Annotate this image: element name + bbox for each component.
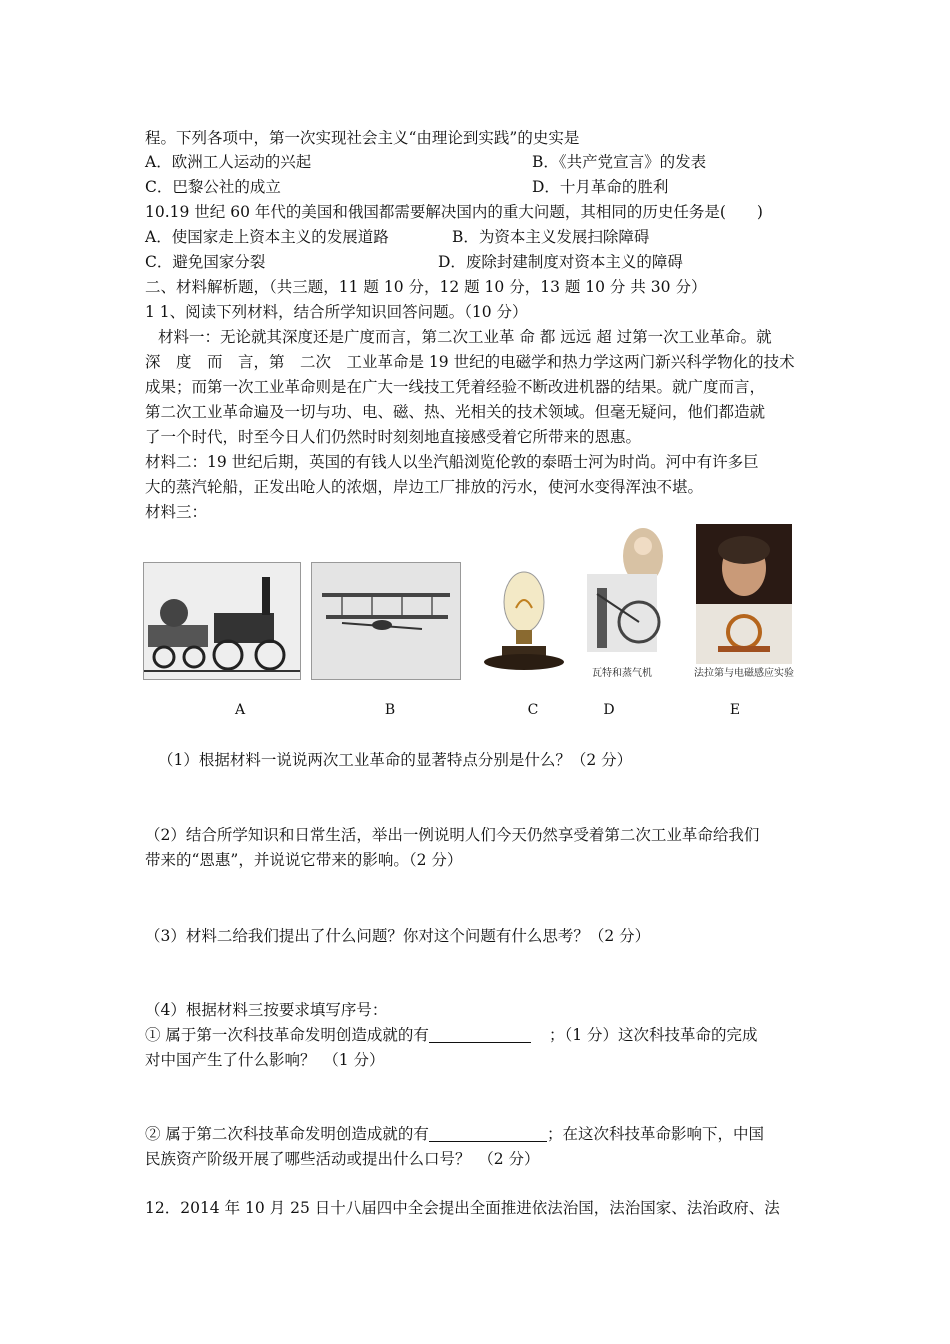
q11-part-3: （3）材料二给我们提出了什么问题？你对这个问题有什么思考？（2 分） xyxy=(145,927,651,945)
figure-a-locomotive xyxy=(143,562,301,680)
q9-option-d: D．十月革命的胜利 xyxy=(532,178,669,196)
material-1-line-4: 第二次工业革命遍及一切与功、电、磁、热、光相关的技术领域。但毫无疑问，他们都造就 xyxy=(145,403,766,421)
q11-4a-answer-blank[interactable] xyxy=(429,1026,531,1043)
q10-stem: 10.19 世纪 60 年代的美国和俄国都需要解决国内的重大问题，其相同的历史任务是( ) xyxy=(145,203,763,221)
q11-part-1: （1）根据材料一说说两次工业革命的显著特点分别是什么？（2 分） xyxy=(158,751,633,769)
figure-e-faraday-experiment xyxy=(696,524,792,664)
q9-option-b: B．《共产党宣言》的发表 xyxy=(532,153,707,171)
figure-e-caption: 法拉第与电磁感应实验 xyxy=(694,668,794,679)
material-1-line-2: 深 度 而 言，第 二次 工业革命是 19 世纪的电磁学和热力学这两门新兴科学物化的技术 xyxy=(145,353,795,371)
q11-part-4-item-1 xyxy=(145,1025,757,1045)
q11-part-4-item-2-line-2: 民族资产阶级开展了哪些活动或提出什么口号？ （2 分） xyxy=(145,1150,540,1168)
material-3-label: 材料三： xyxy=(145,503,208,521)
q11-part-2-line-2: 带来的“恩惠”，并说说它带来的影响。（2 分） xyxy=(145,851,463,869)
q11-4b-suffix: ；在这次科技革命影响下，中国 xyxy=(546,1125,764,1143)
q11-4a-prefix: ① 属于第一次科技革命发明创造成就的有 xyxy=(145,1026,429,1044)
q9-stem-tail: 程。下列各项中，第一次实现社会主义“由理论到实践”的史实是 xyxy=(145,129,580,147)
q10-option-a: A．使国家走上资本主义的发展道路 xyxy=(145,228,389,246)
figure-label-a: A xyxy=(234,702,246,718)
q9-option-c: C．巴黎公社的成立 xyxy=(145,178,281,196)
material-1-line-1: 材料一：无论就其深度还是广度而言，第二次工业革 命 都 远远 超 过第一次工业革命。就 xyxy=(158,328,772,346)
figure-d-watt-steam-engine xyxy=(583,524,671,652)
figure-label-b: B xyxy=(384,702,396,718)
q11-heading: 1 1、阅读下列材料，结合所学知识回答问题。（10 分） xyxy=(145,303,528,321)
section-2-heading: 二、材料解析题，（共三题，11 题 10 分，12 题 10 分，13 题 10 分 共 30 分） xyxy=(145,278,707,296)
q10-option-c: C．避免国家分裂 xyxy=(145,253,266,271)
q10-option-b: B．为资本主义发展扫除障碍 xyxy=(452,228,650,246)
figure-label-c: C xyxy=(527,702,539,718)
q11-part-2-line-1: （2）结合所学知识和日常生活，举出一例说明人们今天仍然享受着第二次工业革命给我们 xyxy=(145,826,760,844)
q11-part-4-item-2 xyxy=(145,1124,764,1144)
q10-option-d: D．废除封建制度对资本主义的障碍 xyxy=(438,253,683,271)
figure-d-caption: 瓦特和蒸气机 xyxy=(592,668,652,679)
q11-4b-prefix: ② 属于第二次科技革命发明创造成就的有 xyxy=(145,1125,429,1143)
q11-part-4: （4）根据材料三按要求填写序号： xyxy=(145,1001,388,1019)
figure-b-airplane xyxy=(311,562,461,680)
figure-c-light-bulb xyxy=(474,562,572,678)
figure-label-d: D xyxy=(603,702,615,718)
material-2-line-2: 大的蒸汽轮船，正发出呛人的浓烟，岸边工厂排放的污水，使河水变得浑浊不堪。 xyxy=(145,478,704,496)
q11-4a-suffix: ；（1 分）这次科技革命的完成 xyxy=(548,1026,758,1044)
figure-label-e: E xyxy=(729,702,741,718)
material-1-line-3: 成果；而第一次工业革命则是在广大一线技工凭着经验不断改进机器的结果。就广度而言， xyxy=(145,378,766,396)
material-2-line-1: 材料二：19 世纪后期，英国的有钱人以坐汽船浏览伦敦的泰晤士河为时尚。河中有许多巨 xyxy=(145,453,759,471)
q11-part-4-item-1-line-2: 对中国产生了什么影响？ （1 分） xyxy=(145,1051,385,1069)
material-1-line-5: 了一个时代，时至今日人们仍然时时刻刻地直接感受着它所带来的恩惠。 xyxy=(145,428,642,446)
q12-stem: 12．2014 年 10 月 25 日十八届四中全会提出全面推进依法治国，法治国家、法治政府、法 xyxy=(145,1199,780,1217)
q9-option-a: A．欧洲工人运动的兴起 xyxy=(145,153,312,171)
q11-4b-answer-blank[interactable] xyxy=(429,1125,547,1142)
